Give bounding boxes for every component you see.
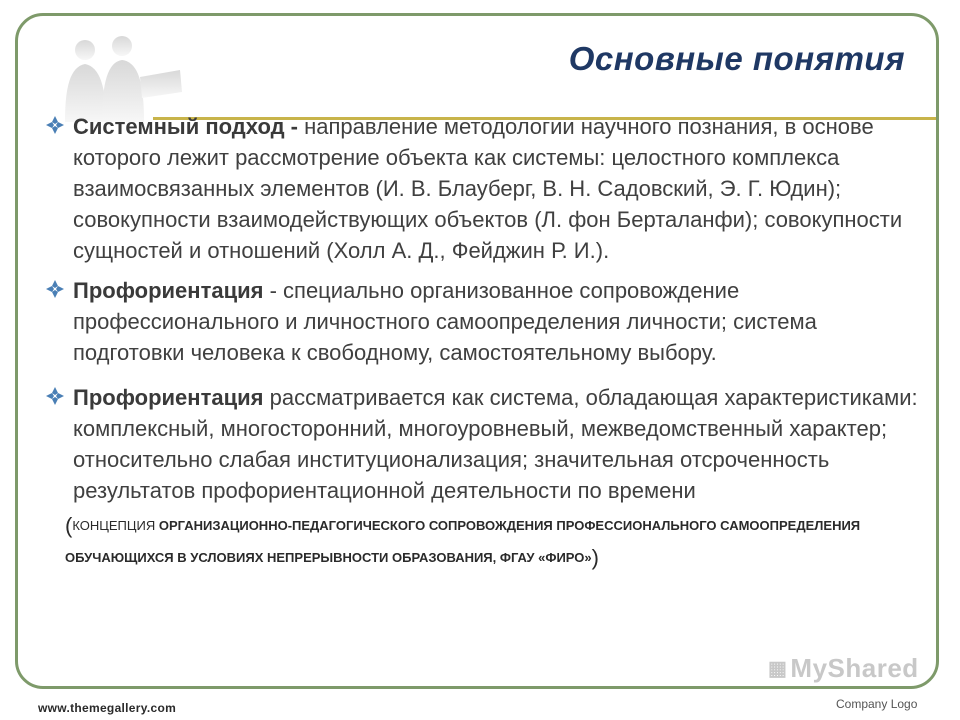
bullet-item bbox=[45, 111, 925, 266]
bullet-term: Профориентация bbox=[73, 278, 264, 303]
diamond-bullet-icon bbox=[45, 279, 65, 299]
source-lead: КОНЦЕПЦИЯ bbox=[72, 518, 156, 533]
bullet-text: рассматривается как система, обладающая характеристиками: комплексный, многосторонний, многоуровневый, межведомственный характер; относительно слабая институционализация; значительная отсроченность результатов профориентационной деятельности по времени bbox=[73, 385, 918, 503]
people-silhouette-icon bbox=[40, 32, 190, 122]
bullet-item bbox=[45, 382, 925, 506]
source-text: ОРГАНИЗАЦИОННО-ПЕДАГОГИЧЕСКОГО СОПРОВОЖДЕНИЯ ПРОФЕССИОНАЛЬНОГО САМООПРЕДЕЛЕНИЯ ОБУЧАЮЩИХСЯ В УСЛОВИЯХ НЕПРЕРЫВНОСТИ ОБРАЗОВАНИЯ, ФГАУ «ФИРО» bbox=[65, 518, 861, 565]
bullet-item bbox=[45, 275, 925, 368]
bullet-text: направление методологии научного познания, в основе которого лежит рассмотрение объекта как системы: целостного комплекса взаимосвязанных элементов (И. В. Блауберг, В. Н. Садовский, Э. Г. Юдин); совокупности взаимодействующих объектов (Л. фон Берталанфи); совокупности сущностей и отношений (Холл А. Д., Фейджин Р. И.). bbox=[73, 114, 903, 263]
bullet-text: - специально организованное сопровождение профессионального и личностного самоопределения личности; система подготовки человека к свободному, самостоятельному выбору. bbox=[73, 278, 817, 365]
source-citation bbox=[65, 510, 925, 574]
watermark-text: MyShared bbox=[790, 653, 919, 683]
diamond-bullet-icon bbox=[45, 115, 65, 135]
open-paren: ( bbox=[65, 513, 73, 538]
bullet-term: Профориентация bbox=[73, 385, 264, 410]
close-paren: ) bbox=[591, 545, 599, 570]
watermark bbox=[768, 653, 919, 684]
footer-url[interactable]: www.themegallery.com bbox=[38, 701, 177, 715]
company-logo: Company Logo bbox=[836, 697, 918, 711]
slide-title: Основные понятия bbox=[568, 40, 905, 77]
bullet-term: Системный подход - bbox=[73, 114, 298, 139]
slide-body bbox=[45, 111, 925, 574]
watermark-icon: ▦ bbox=[768, 658, 788, 680]
diamond-bullet-icon bbox=[45, 386, 65, 406]
